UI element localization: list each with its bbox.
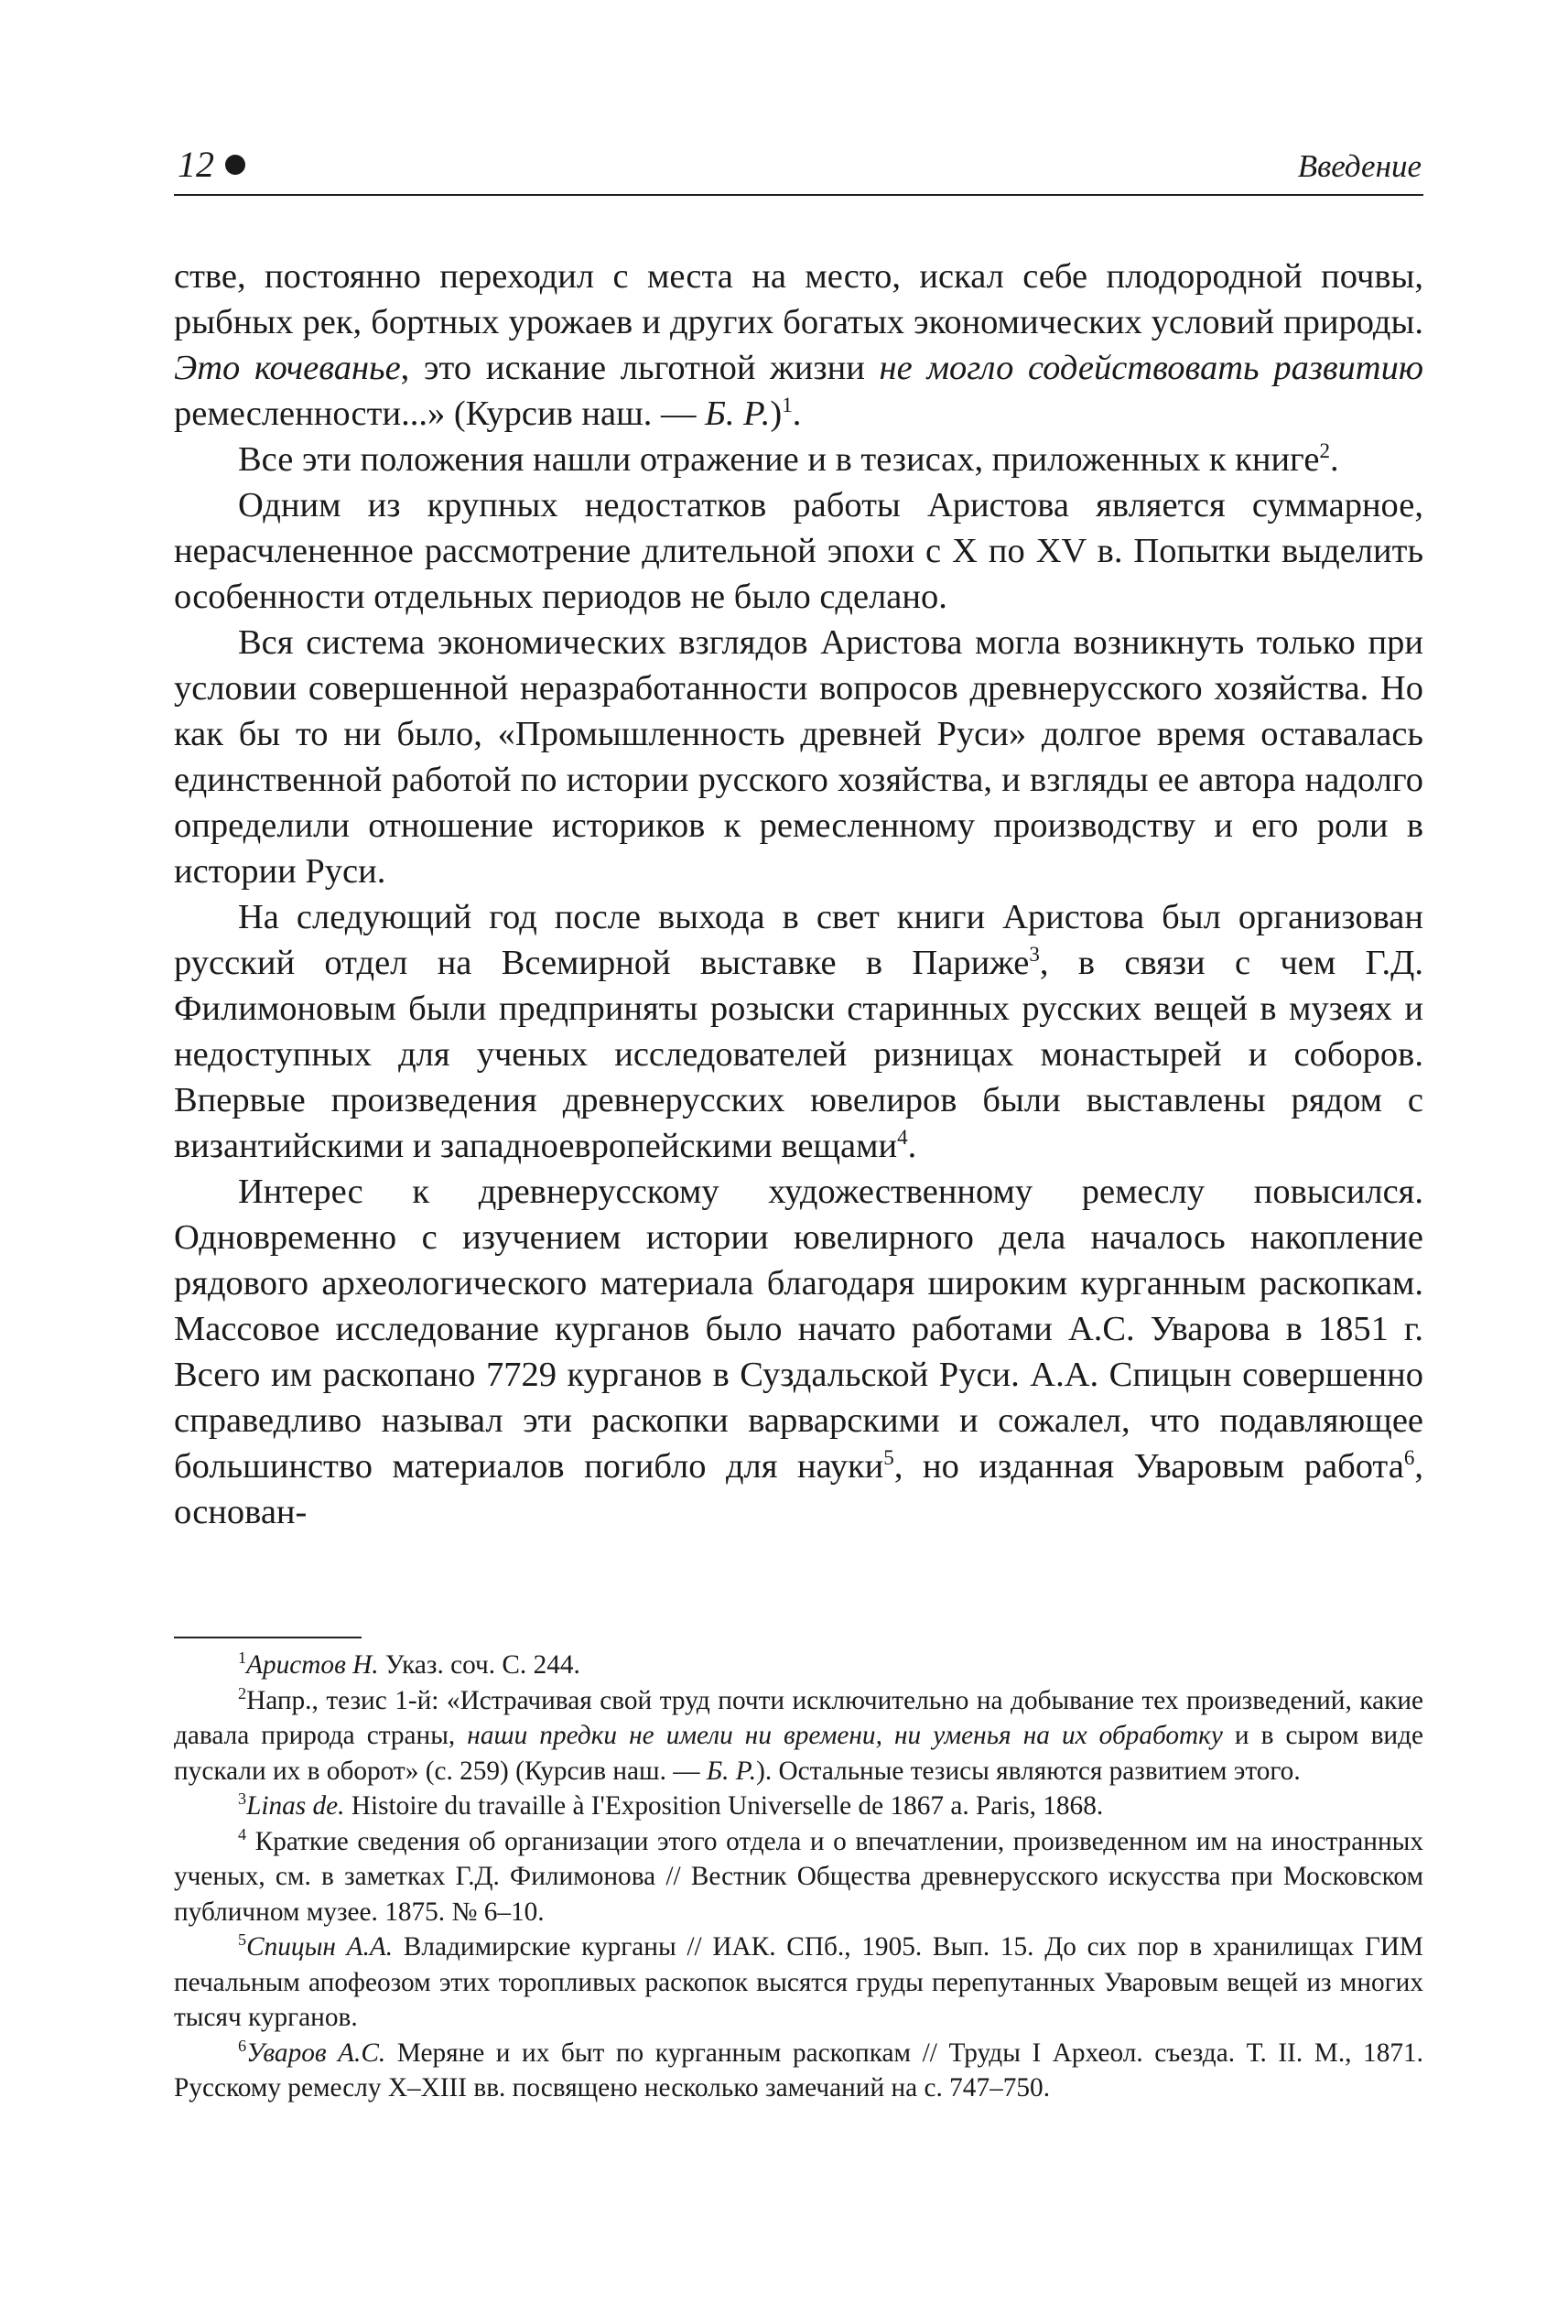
footnote-italic: наши предки не имели ни времени, ни уменья на их обработку xyxy=(467,1721,1223,1750)
paragraph-5 xyxy=(174,894,1423,1169)
footnote-text: ). Остальные тезисы являются развитием этого. xyxy=(756,1756,1301,1786)
text-run: , но изданная Уваровым работа xyxy=(893,1447,1404,1486)
paragraph-4: Вся система экономических взглядов Аристова могла возникнуть только при условии совершенной неразработанности вопросов древнерусского хозяйства. Но как бы то ни было, «Промышленность древней Руси» долгое время оставалась единственной работой по истории русского хозяйства, и взгляды ее автора надолго определили отношение историков к ремесленному производству и его роли в истории Руси. xyxy=(174,623,1423,891)
italic-run: Б. Р. xyxy=(705,395,771,433)
footnote-ref[interactable]: 1 xyxy=(782,393,793,417)
footnote-author: Спицын А.А. xyxy=(246,1932,394,1962)
text-run: . xyxy=(1329,440,1339,479)
text-run: ) xyxy=(770,395,783,433)
paragraph-6 xyxy=(174,1169,1423,1535)
page-number xyxy=(178,146,245,183)
footnote-text: Краткие сведения об организации этого отдела и о впечатлении, произведенном им на иностранных ученых, см. в заметках Г.Д. Филимонова // Вестник Общества древнерусского искусства при Московском публичном музее. 1875. № 6–10. xyxy=(174,1826,1423,1927)
footnote-6 xyxy=(174,2036,1423,2106)
footnote-ref[interactable]: 5 xyxy=(883,1445,894,1470)
footnote-ref[interactable]: 2 xyxy=(1319,438,1330,463)
footnote-2 xyxy=(174,1683,1423,1789)
footnote-1 xyxy=(174,1648,1423,1683)
paragraph-3: Одним из крупных недостатков работы Аристова является суммарное, нерасчлененное рассмотрение длительной эпохи с X по XV в. Попытки выделить особенности отдельных периодов не было сделано. xyxy=(174,486,1423,616)
text-run: , в связи с чем Г.Д. Филимоновым были предприняты розыски старинных русских вещей в музеях и недоступных для ученых исследователей ризницах монастырей и соборов. Впервые произведения древнерусских ювелиров были выставлены рядом с византийскими и западноевропейскими вещами xyxy=(174,944,1423,1165)
main-text xyxy=(174,254,1423,1535)
footnote-5 xyxy=(174,1929,1423,2036)
footnote-text: Histoire du travaille à I'Exposition Universelle de 1867 a. Paris, 1868. xyxy=(344,1791,1104,1821)
text-run: . xyxy=(792,395,802,433)
page-header xyxy=(174,139,1423,196)
footnote-ref[interactable]: 3 xyxy=(1029,942,1040,967)
footnote-author: Linas de. xyxy=(246,1791,345,1821)
footnote-number: 6 xyxy=(238,2036,247,2055)
page-number-text: 12 xyxy=(178,144,214,185)
paragraph-2 xyxy=(174,437,1423,482)
text-run: . xyxy=(907,1127,917,1165)
footnote-ref[interactable]: 4 xyxy=(897,1125,908,1150)
footnote-text: Указ. соч. С. 244. xyxy=(378,1650,580,1680)
footnote-author: Аристов Н. xyxy=(246,1650,379,1680)
footnote-number: 2 xyxy=(238,1683,247,1702)
paragraph-1 xyxy=(174,254,1423,437)
italic-run: Это кочеванье xyxy=(174,349,401,387)
footnote-author: Уваров А.С. xyxy=(246,2038,386,2068)
text-run: На следующий год после выхода в свет книги Аристова был организован русский отдел на Всемирной выставке в Париже xyxy=(174,898,1423,982)
footnote-4 xyxy=(174,1824,1423,1930)
footnotes xyxy=(174,1648,1423,2106)
text-run: Интерес к древнерусскому художественному ремеслу повысился. Одновременно с изучением истории ювелирного дела началось накопление рядового археологического материала благодаря широким курганным раскопкам. Массовое исследование курганов было начато работами А.С. Уварова в 1851 г. Всего им раскопано 7729 курганов в Суздальской Руси. А.А. Спицын совершенно справедливо называл эти раскопки варварскими и сожалел, что подавляющее большинство материалов погибло для науки xyxy=(174,1173,1423,1486)
footnote-number: 5 xyxy=(238,1930,247,1950)
footnote-ref[interactable]: 6 xyxy=(1403,1445,1415,1470)
text-run: стве, постоянно переходил с места на место, искал себе плодородной почвы, рыбных рек, бортных урожаев и других богатых экономических условий природы. xyxy=(174,257,1423,341)
running-title: Введение xyxy=(1297,148,1422,184)
footnote-text: Напр., тезис 1-й: «Истрачивая свой труд почти исключительно на добывание тех произведений, какие давала природа страны, xyxy=(174,1685,1423,1750)
footnote-number: 1 xyxy=(238,1648,247,1668)
footnote-text: Меряне и их быт по курганным раскопкам // Труды I Археол. съезда. Т. II. М., 1871. Русскому ремеслу X–XIII вв. посвящено несколько замечаний на с. 747–750. xyxy=(174,2038,1423,2102)
bullet-icon xyxy=(225,155,245,175)
footnote-number: 3 xyxy=(238,1789,247,1809)
footnote-3 xyxy=(174,1789,1423,1824)
footnote-divider xyxy=(174,1637,362,1638)
text-run: ремесленности...» (Курсив наш. — xyxy=(174,395,706,433)
text-run: Все эти положения нашли отражение и в тезисах, приложенных к книге xyxy=(238,440,1320,479)
text-run: , основан- xyxy=(174,1447,1423,1531)
footnote-text: Владимирские курганы // ИАК. СПб., 1905. Вып. 15. До сих пор в хранилищах ГИМ печальным апофеозом этих торопливых раскопок высятся груды перепутанных Уваровым вещей из многих тысяч курганов. xyxy=(174,1932,1423,2032)
text-run: , это искание льготной жизни xyxy=(400,349,880,387)
footnote-italic: Б. Р. xyxy=(706,1756,757,1786)
italic-run: не могло содействовать развитию xyxy=(879,349,1424,387)
footnote-text: и в сыром виде пускали их в оборот» (с. 259) (Курсив наш. — xyxy=(174,1721,1423,1786)
footnote-number: 4 xyxy=(238,1824,247,1843)
